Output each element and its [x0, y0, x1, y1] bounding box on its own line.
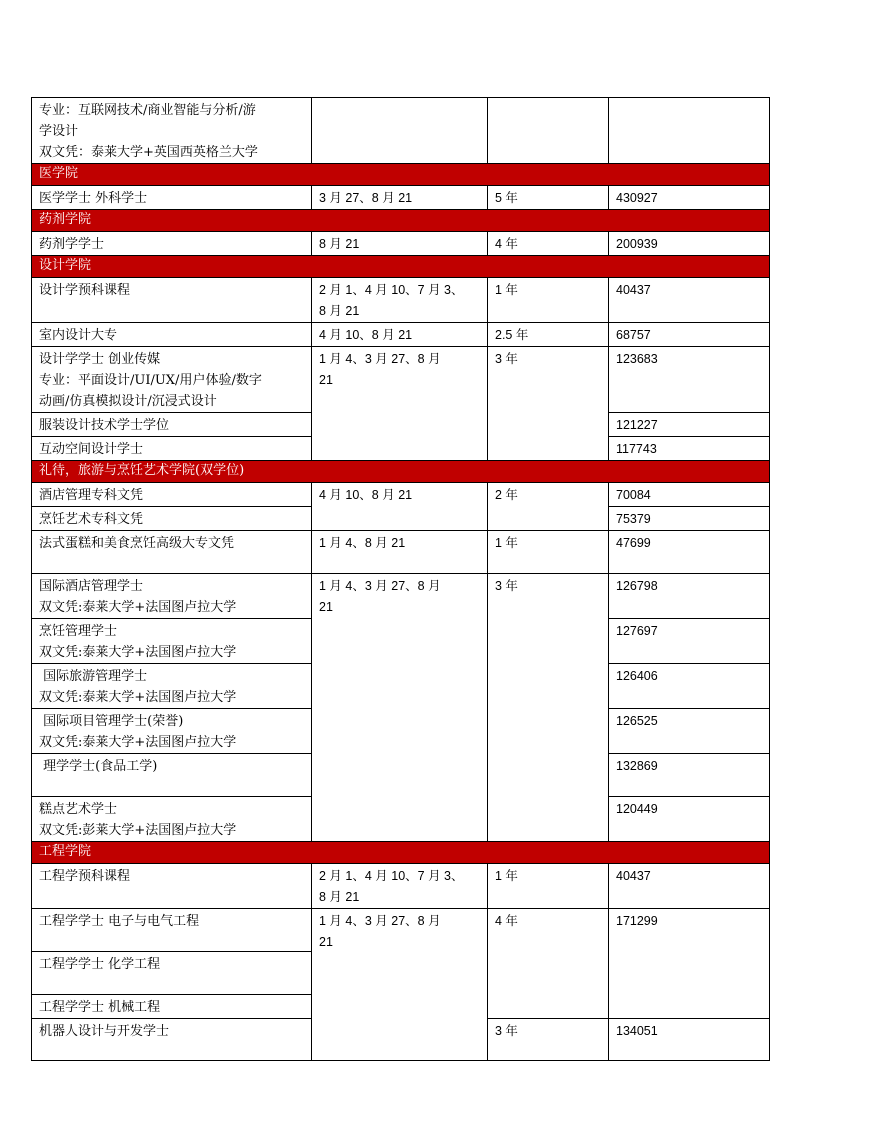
program-line: 双文凭:泰莱大学+法国图卢拉大学: [39, 690, 237, 705]
table-row: [32, 909, 770, 952]
program-line: 机器人设计与开发学士: [39, 1024, 170, 1039]
program-cell: [32, 186, 312, 210]
program-line: 设计学预科课程: [39, 283, 131, 298]
intake-line: 2 月 1、4 月 10、7 月 3、: [319, 283, 464, 297]
fee-cell: 200939: [609, 232, 770, 256]
program-line: 工程学学士 电子与电气工程: [39, 914, 200, 929]
fee-cell: 127697: [609, 619, 770, 664]
intake-cell: [312, 574, 488, 842]
duration-cell: 3 年: [488, 574, 609, 842]
duration-cell: 3 年: [488, 1019, 609, 1061]
section-header: [32, 256, 770, 278]
program-line: 工程学学士 化学工程: [39, 957, 161, 972]
intake-line: 4 月 10、8 月 21: [319, 488, 413, 502]
program-cell: [32, 664, 312, 709]
program-line: 烹饪艺术专科文凭: [39, 512, 144, 527]
intake-line: 4 月 10、8 月 21: [319, 328, 413, 342]
table-row: [32, 574, 770, 619]
program-line: 糕点艺术学士: [39, 802, 118, 817]
program-cell: [32, 347, 312, 413]
fee-cell: 120449: [609, 797, 770, 842]
fee-cell: 132869: [609, 754, 770, 797]
duration-cell: 2 年: [488, 483, 609, 531]
fee-cell: 68757: [609, 323, 770, 347]
fee-cell: 123683: [609, 347, 770, 413]
program-cell: [32, 507, 312, 531]
fee-cell: 40437: [609, 278, 770, 323]
program-cell: [32, 754, 312, 797]
program-line: 互动空间设计学士: [39, 442, 144, 457]
program-cell: [32, 864, 312, 909]
intake-line: 1 月 4、3 月 27、8 月: [319, 352, 441, 366]
program-line: 双文凭:泰莱大学+法国图卢拉大学: [39, 645, 237, 660]
program-cell: [32, 483, 312, 507]
program-line: 工程学预科课程: [39, 869, 131, 884]
program-cell: [32, 995, 312, 1019]
program-line: 工程学学士 机械工程: [39, 1000, 161, 1015]
program-cell: [32, 709, 312, 754]
intake-line: 1 月 4、3 月 27、8 月: [319, 914, 441, 928]
program-line: 国际酒店管理学士: [39, 579, 144, 594]
intake-cell: [312, 909, 488, 1061]
duration-cell: 2.5 年: [488, 323, 609, 347]
program-line: 国际项目管理学士(荣誉): [39, 714, 184, 729]
program-cell: [32, 437, 312, 461]
program-cell: [32, 952, 312, 995]
duration-cell: 1 年: [488, 531, 609, 574]
program-line: 理学学士(食品工学): [39, 759, 158, 774]
program-cell: [32, 909, 312, 952]
intake-cell: [312, 347, 488, 461]
duration-cell: 5 年: [488, 186, 609, 210]
fee-cell: 40437: [609, 864, 770, 909]
program-line: 专业：平面设计/UI/UX/用户体验/数字: [39, 373, 262, 388]
fee-cell: 126798: [609, 574, 770, 619]
fee-cell: 126406: [609, 664, 770, 709]
fee-cell: 117743: [609, 437, 770, 461]
fee-cell: 134051: [609, 1019, 770, 1061]
intake-cell: [312, 232, 488, 256]
fee-cell: 430927: [609, 186, 770, 210]
program-line: 药剂学学士: [39, 237, 105, 252]
program-line: 烹饪管理学士: [39, 624, 118, 639]
duration-cell: 1 年: [488, 278, 609, 323]
program-line: 国际旅游管理学士: [39, 669, 148, 684]
intake-line: 21: [319, 935, 333, 949]
program-cell: [32, 619, 312, 664]
program-cell: [32, 574, 312, 619]
program-cell: [32, 797, 312, 842]
intake-cell: [312, 278, 488, 323]
program-line: 双文凭:彭莱大学+法国图卢拉大学: [39, 823, 237, 838]
table-row: [32, 531, 770, 574]
duration-cell: 4 年: [488, 232, 609, 256]
program-line: 学设计: [39, 124, 79, 139]
intake-cell: [312, 98, 488, 164]
fee-cell: 70084: [609, 483, 770, 507]
program-line: 双文凭:泰莱大学+法国图卢拉大学: [39, 600, 237, 615]
intake-line: 3 月 27、8 月 21: [319, 191, 413, 205]
program-cell: [32, 413, 312, 437]
program-line: 动画/仿真模拟设计/沉浸式设计: [39, 394, 217, 409]
fee-cell: 126525: [609, 709, 770, 754]
section-header: [32, 164, 770, 186]
program-table: [31, 97, 770, 1061]
program-cell: [32, 531, 312, 574]
intake-line: 1 月 4、3 月 27、8 月: [319, 579, 441, 593]
section-header: [32, 210, 770, 232]
program-line: 设计学学士 创业传媒: [39, 352, 161, 367]
program-cell: [32, 98, 312, 164]
table-row: [32, 232, 770, 256]
table-row: [32, 323, 770, 347]
duration-cell: 3 年: [488, 347, 609, 461]
section-title: 医学院: [32, 164, 770, 186]
intake-cell: [312, 186, 488, 210]
section-title: 设计学院: [32, 256, 770, 278]
section-header: [32, 461, 770, 483]
duration-cell: 1 年: [488, 864, 609, 909]
intake-line: 8 月 21: [319, 237, 360, 251]
program-line: 医学学士 外科学士: [39, 191, 148, 206]
program-line: 室内设计大专: [39, 328, 118, 343]
duration-cell: [488, 98, 609, 164]
program-cell: [32, 1019, 312, 1061]
program-cell: [32, 232, 312, 256]
intake-line: 2 月 1、4 月 10、7 月 3、: [319, 869, 464, 883]
section-header: [32, 842, 770, 864]
intake-line: 21: [319, 600, 333, 614]
section-title: 工程学院: [32, 842, 770, 864]
section-title: 礼待，旅游与烹饪艺术学院(双学位): [32, 461, 770, 483]
program-line: 法式蛋糕和美食烹饪高级大专文凭: [39, 536, 235, 551]
program-line: 服装设计技术学士学位: [39, 418, 170, 433]
table-row: [32, 278, 770, 323]
program-line: 双文凭：泰莱大学+英国西英格兰大学: [39, 145, 258, 160]
table-row: [32, 483, 770, 507]
fee-cell: 75379: [609, 507, 770, 531]
program-line: 双文凭:泰莱大学+法国图卢拉大学: [39, 735, 237, 750]
intake-line: 1 月 4、8 月 21: [319, 536, 406, 550]
table-row: [32, 864, 770, 909]
program-cell: [32, 323, 312, 347]
intake-cell: [312, 483, 488, 531]
program-cell: [32, 278, 312, 323]
program-line: 专业：互联网技术/商业智能与分析/游: [39, 103, 256, 118]
fee-cell: 171299: [609, 909, 770, 1019]
intake-cell: [312, 864, 488, 909]
table-row: [32, 347, 770, 413]
program-line: 酒店管理专科文凭: [39, 488, 144, 503]
intake-line: 8 月 21: [319, 304, 360, 318]
table-row: [32, 98, 770, 164]
fee-cell: [609, 98, 770, 164]
intake-line: 21: [319, 373, 333, 387]
duration-cell: 4 年: [488, 909, 609, 1019]
intake-cell: [312, 531, 488, 574]
fee-cell: 121227: [609, 413, 770, 437]
intake-cell: [312, 323, 488, 347]
intake-line: 8 月 21: [319, 890, 360, 904]
table-row: [32, 186, 770, 210]
section-title: 药剂学院: [32, 210, 770, 232]
fee-cell: 47699: [609, 531, 770, 574]
